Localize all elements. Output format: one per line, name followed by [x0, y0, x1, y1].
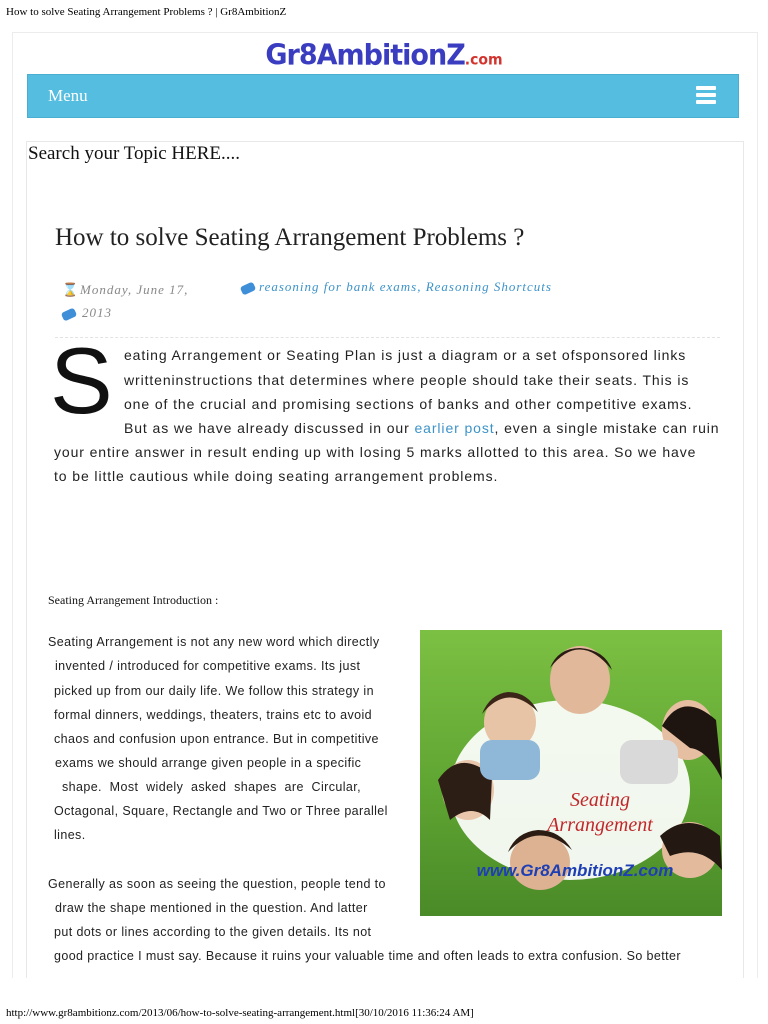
- body2-line-2: draw the shape mentioned in the question. And latter: [55, 901, 368, 915]
- post-date: [62, 278, 212, 324]
- body2-line-4: good practice I must say. Because it ruins your valuable time and often leads to extra confusion. So better: [54, 949, 681, 963]
- search-input[interactable]: Search your Topic HERE....: [28, 143, 241, 164]
- hourglass-icon: ⌛: [62, 282, 80, 297]
- seating-arrangement-image: [420, 630, 722, 916]
- body-line-4: formal dinners, weddings, theaters, trains etc to avoid: [54, 708, 372, 722]
- body-line-3: picked up from our daily life. We follow this strategy in: [54, 684, 374, 698]
- tag-link-reasoning-shortcuts[interactable]: Reasoning Shortcuts: [425, 279, 552, 294]
- earlier-post-link[interactable]: earlier post: [414, 420, 495, 436]
- body-line-8: Octagonal, Square, Rectangle and Two or Three parallel: [54, 804, 388, 818]
- menu-bar[interactable]: [27, 74, 739, 118]
- image-caption-line-1: Seating: [570, 789, 630, 811]
- body-line-5: chaos and confusion upon entrance. But in competitive: [54, 732, 379, 746]
- group-photo-illustration: [420, 630, 722, 916]
- post-tags: [241, 278, 552, 296]
- intro-line-5: your entire answer in result ending up with losing 5 marks allotted to this area. So we have: [54, 444, 697, 460]
- body2-line-3: put dots or lines according to the given details. Its not: [54, 925, 372, 939]
- menu-label[interactable]: Menu: [48, 86, 88, 105]
- body-line-2: invented / introduced for competitive exams. Its just: [55, 659, 361, 673]
- body-line-7: shape. Most widely asked shapes are Circular,: [62, 780, 362, 794]
- logo-suffix: .com: [464, 51, 503, 69]
- post-title: How to solve Seating Arrangement Problems ?: [55, 224, 525, 251]
- print-footer: http://www.gr8ambitionz.com/2013/06/how-to-solve-seating-arrangement.html[30/10/2016 11:36:24 AM]: [6, 1007, 474, 1019]
- intro-line-3: one of the crucial and promising sections of banks and other competitive exams.: [124, 396, 693, 412]
- tag-icon: [61, 307, 77, 321]
- drop-cap: S: [50, 328, 113, 433]
- intro-line-1: eating Arrangement or Seating Plan is just a diagram or a set ofsponsored links: [124, 347, 687, 363]
- body-line-6: exams we should arrange given people in a specific: [55, 756, 362, 770]
- body2-line-1: Generally as soon as seeing the question, people tend to: [48, 877, 386, 891]
- intro-line-4: [124, 420, 719, 436]
- hamburger-icon[interactable]: [696, 86, 716, 106]
- tag-separator: ,: [417, 279, 422, 294]
- image-watermark: www.Gr8AmbitionZ.com: [476, 861, 674, 880]
- intro-line-4-text: But as we have already discussed in our: [124, 420, 415, 436]
- logo-text: Gr8AmbitionZ: [265, 39, 465, 72]
- intro-line-6: to be little cautious while doing seating arrangement problems.: [54, 468, 499, 484]
- body-line-9: lines.: [54, 828, 86, 842]
- image-caption-line-2: Arrangement: [547, 814, 653, 836]
- intro-line-4-after: , even a single mistake can ruin: [494, 420, 720, 436]
- date-line-2: 2013: [82, 305, 112, 320]
- tag-link-reasoning-bank[interactable]: reasoning for bank exams: [259, 279, 418, 294]
- date-line-1: Monday, June 17,: [80, 282, 189, 297]
- body-line-1: Seating Arrangement is not any new word which directly: [48, 635, 380, 649]
- intro-line-2: writteninstructions that determines where people should take their seats. This is: [124, 372, 690, 388]
- meta-divider: [55, 337, 720, 338]
- print-header: How to solve Seating Arrangement Problems ? | Gr8AmbitionZ: [6, 6, 287, 18]
- label-icon: [240, 281, 256, 295]
- site-logo[interactable]: [0, 39, 768, 72]
- section-heading: Seating Arrangement Introduction :: [48, 593, 219, 607]
